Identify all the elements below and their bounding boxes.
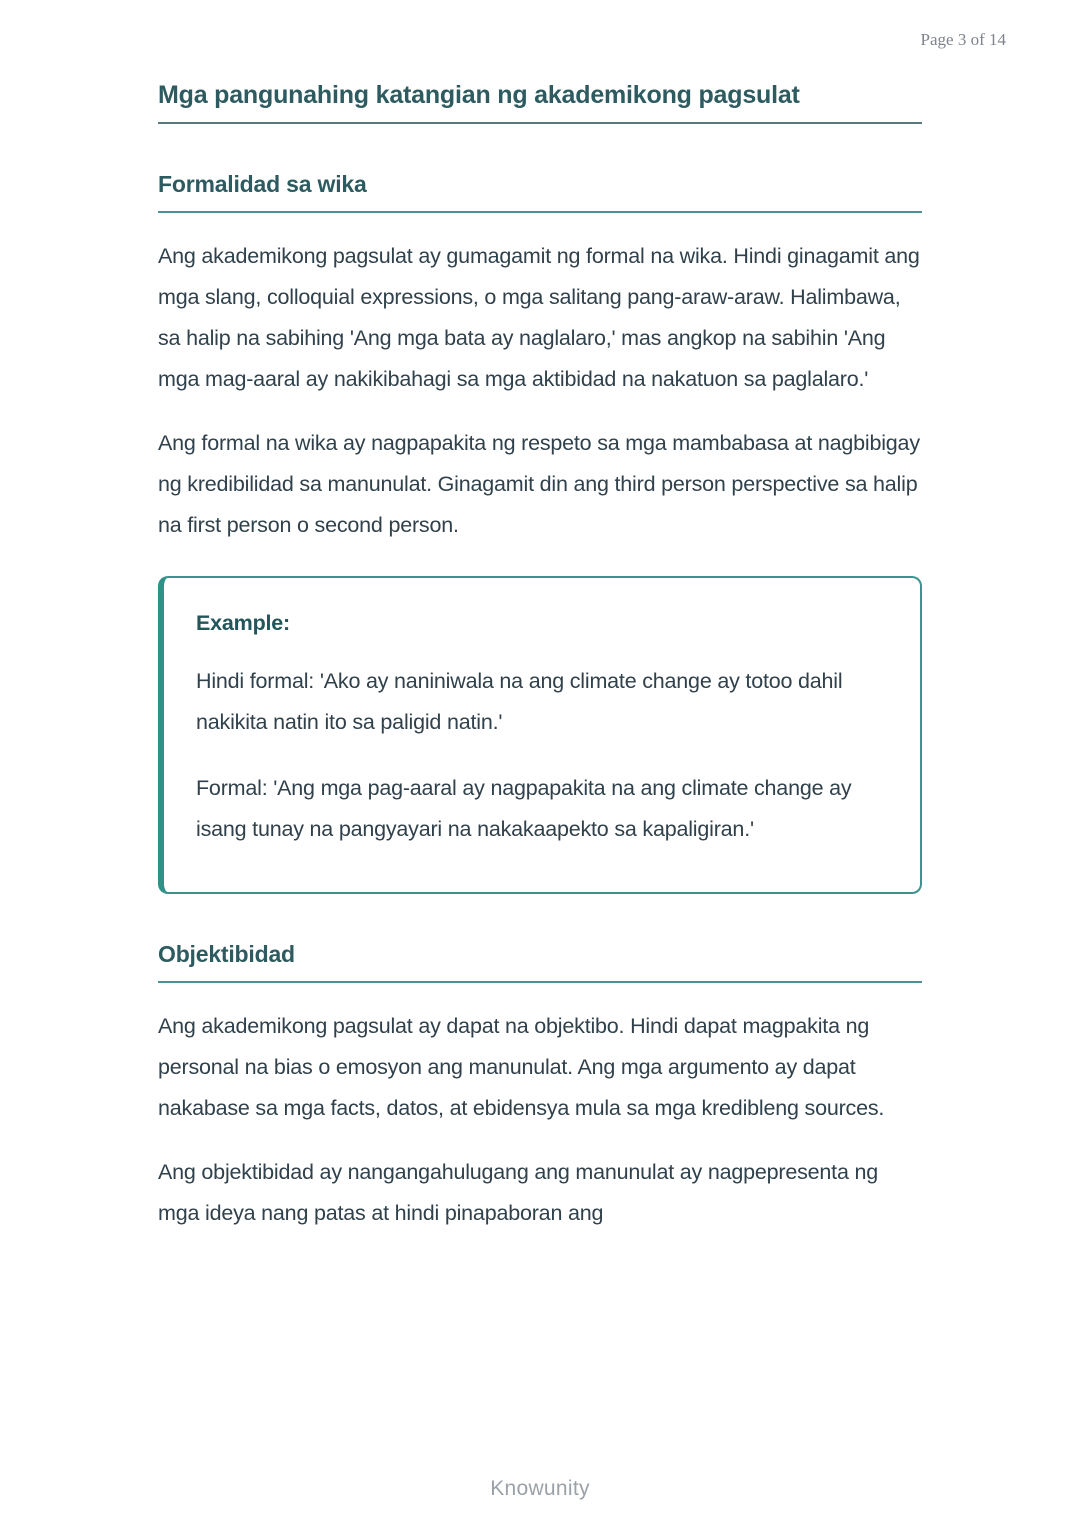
paragraph-formalidad-2: Ang formal na wika ay nagpapakita ng respeto sa mga mambabasa at nagbibigay ng kredibilidad sa manunulat. Ginagamit din ang third person perspective sa halip na first person o second person.: [158, 431, 920, 537]
example-label: Example:: [196, 611, 290, 635]
example-paragraph-formal: Formal: 'Ang mga pag-aaral ay nagpapakita na ang climate change ay isang tunay na pangyayari na nakakaapekto sa kapaligiran.': [196, 776, 852, 841]
example-callout-box: [158, 576, 922, 894]
section-heading-objektibidad: Objektibidad: [158, 940, 922, 983]
page-indicator: Page 3 of 14: [920, 30, 1006, 49]
document-title: Mga pangunahing katangian ng akademikong pagsulat: [158, 80, 922, 124]
example-paragraph-informal: Hindi formal: 'Ako ay naniniwala na ang climate change ay totoo dahil nakikita natin ito sa paligid natin.': [196, 669, 843, 734]
section-heading-formalidad-sa-wika: Formalidad sa wika: [158, 170, 922, 213]
paragraph-formalidad-1: Ang akademikong pagsulat ay gumagamit ng formal na wika. Hindi ginagamit ang mga slang, colloquial expressions, o mga salitang pang-araw-araw. Halimbawa, sa halip na sabihing 'Ang mga bata ay naglalaro,' mas angkop na sabihin 'Ang mga mag-aaral ay nakikibahagi sa mga aktibidad na nakatuon sa paglalaro.': [158, 244, 920, 391]
paragraph-objektibidad-1: Ang akademikong pagsulat ay dapat na objektibo. Hindi dapat magpakita ng personal na bias o emosyon ang manunulat. Ang mga argumento ay dapat nakabase sa mga facts, datos, at ebidensya mula sa mga kredibleng sources.: [158, 1014, 885, 1120]
footer-brand: Knowunity: [490, 1477, 590, 1500]
paragraph-objektibidad-2: Ang objektibidad ay nangangahulugang ang manunulat ay nagpepresenta ng mga ideya nang patas at hindi pinapaboran ang: [158, 1160, 878, 1225]
